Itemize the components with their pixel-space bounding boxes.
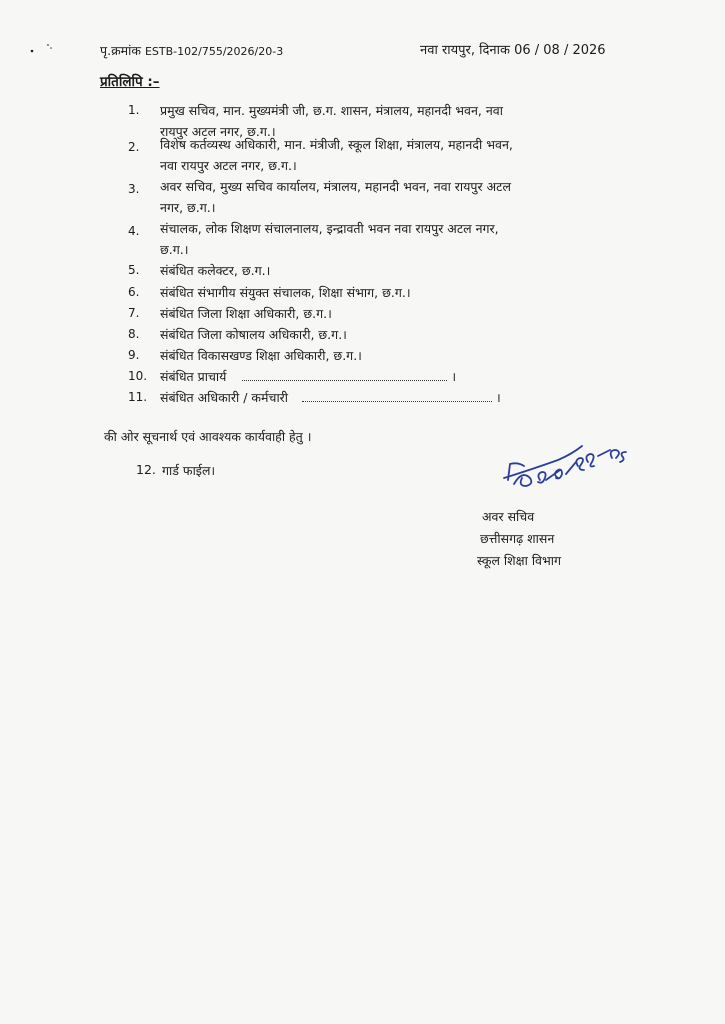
item-number: 9. [128,348,140,362]
item-line: प्रमुख सचिव, मान. मुख्यमंत्री जी, छ.ग. शासन, मंत्रालय, महानदी भवन, नवा [160,103,503,118]
item-line: रायपुर अटल नगर, छ.ग.। [160,124,276,139]
designation-title: अवर सचिव [482,509,535,524]
item-number: 12. [136,462,156,477]
item-end-mark: । [451,369,457,384]
item-line: संबंधित जिला कोषालय अधिकारी, छ.ग.। [160,327,347,342]
designation-government: छत्तीसगढ़ शासन [480,531,555,546]
copy-to-heading: प्रतिलिपि :– [100,74,160,90]
ref-code: ESTB-102/755/2026/20-3 [144,45,284,58]
ref-label: पृ.क्रमांक [100,43,141,58]
item-number: 10. [128,369,148,383]
item-line: संचालक, लोक शिक्षण संचालनालय, इन्द्रावती भवन नवा रायपुर अटल नगर, [160,221,499,236]
handwritten-signature [500,440,640,500]
item-line: संबंधित अधिकारी / कर्मचारी [160,390,289,405]
item-line: गार्ड फाईल। [162,463,216,478]
item-line: संबंधित कलेक्टर, छ.ग.। [160,263,271,278]
item-line: संबंधित संभागीय संयुक्त संचालक, शिक्षा संभाग, छ.ग.। [160,285,411,300]
item-number: 11. [128,390,148,404]
item-line: नवा रायपुर अटल नगर, छ.ग.। [160,158,297,173]
designation-department: स्कूल शिक्षा विभाग [477,553,562,568]
blank-fill-line [242,372,447,381]
item-number: 6. [128,285,140,299]
reference-number [100,42,283,59]
closing-remark: की ओर सूचनार्थ एवं आवश्यक कार्यवाही हेतु । [104,429,312,444]
item-line: नगर, छ.ग.। [160,200,216,215]
item-line: संबंधित प्राचार्य [160,369,227,384]
item-number: 1. [128,103,140,117]
item-number: 8. [128,327,140,341]
item-line: छ.ग.। [160,242,189,257]
item-line: अवर सचिव, मुख्य सचिव कार्यालय, मंत्रालय, महानदी भवन, नवा रायपुर अटल [160,179,511,194]
item-number: 3. [128,182,140,196]
item-number: 4. [128,224,140,238]
item-line: संबंधित जिला शिक्षा अधिकारी, छ.ग.। [160,306,332,321]
item-end-mark: । [496,390,501,405]
item-number: 5. [128,263,140,277]
item-number: 2. [128,140,140,154]
place-date: नवा रायपुर, दिनाक 06 / 08 / 2026 [420,43,606,58]
item-number: 7. [128,306,140,320]
scan-speck-mark [28,42,58,56]
item-line: विशेष कर्तव्यस्थ अधिकारी, मान. मंत्रीजी, स्कूल शिक्षा, मंत्रालय, महानदी भवन, [160,137,513,152]
item-line: संबंधित विकासखण्ड शिक्षा अधिकारी, छ.ग.। [160,348,362,363]
blank-fill-line [302,393,492,402]
